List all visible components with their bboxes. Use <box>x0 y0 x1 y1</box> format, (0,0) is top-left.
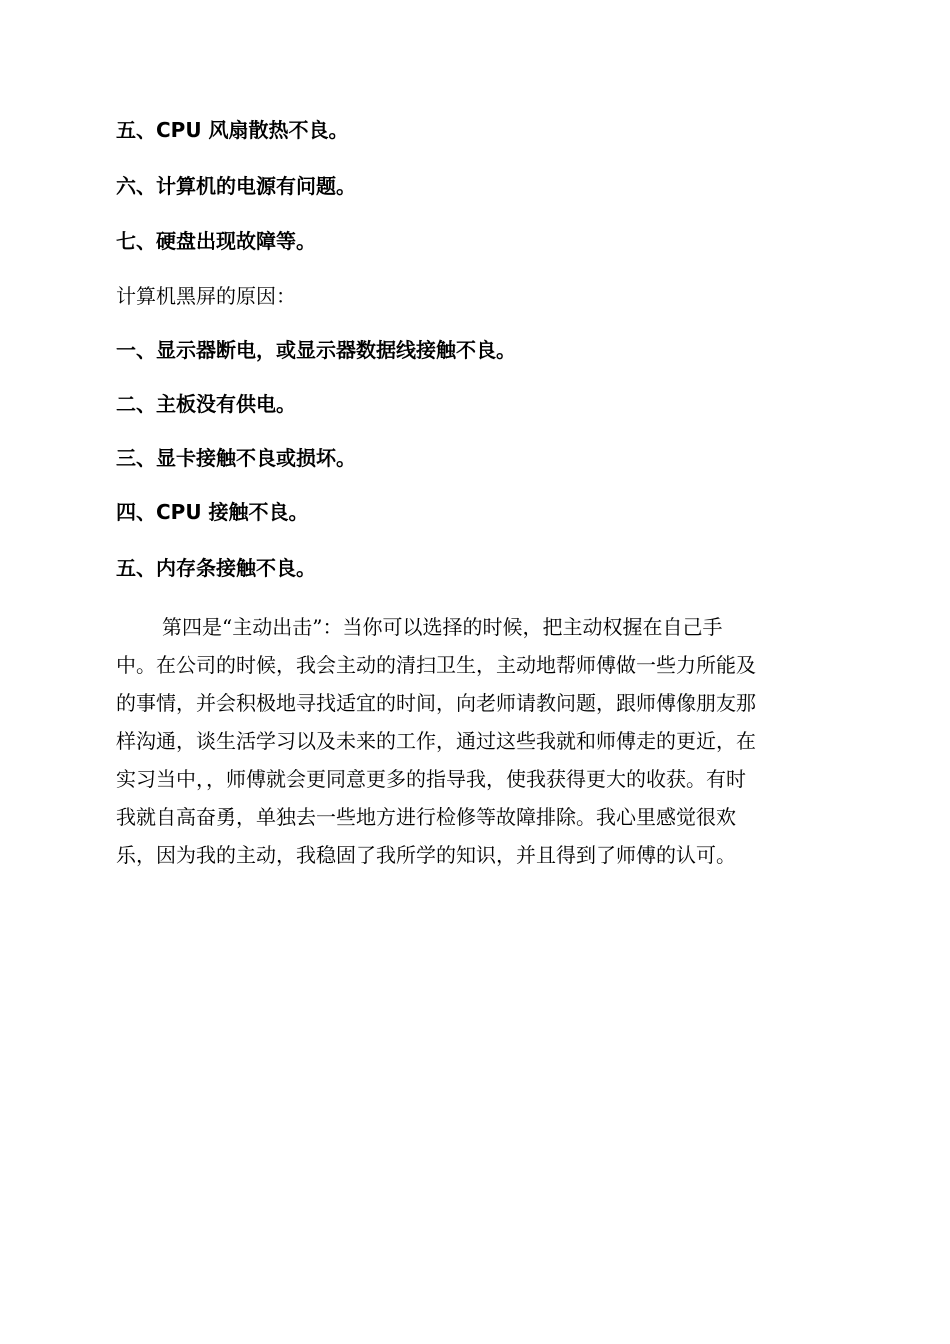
list-item-hard-disk: 七、硬盘出现故障等。 <box>116 229 316 253</box>
body-paragraph <box>116 608 836 874</box>
list-item-memory: 五、内存条接触不良。 <box>116 556 316 580</box>
paragraph-line: 样沟通，谈生活学习以及未来的工作，通过这些我就和师傅走的更近，在 <box>116 729 756 753</box>
paragraph-line: 的事情，并会积极地寻找适宜的时间，向老师请教问题，跟师傅像朋友那 <box>116 691 756 715</box>
list-item-cpu-fan: 五、CPU 风扇散热不良。 <box>116 118 349 142</box>
paragraph-line: 中。在公司的时候，我会主动的清扫卫生，主动地帮师傅做一些力所能及 <box>116 653 756 677</box>
list-item-motherboard: 二、主板没有供电。 <box>116 392 296 416</box>
list-item-monitor: 一、显示器断电，或显示器数据线接触不良。 <box>116 338 516 362</box>
paragraph-line: 第四是“主动出击”：当你可以选择的时候，把主动权握在自己手 <box>162 615 723 639</box>
paragraph-line: 实习当中，，师傅就会更同意更多的指导我，使我获得更大的收获。有时 <box>116 767 746 791</box>
section-heading-black-screen: 计算机黑屏的原因： <box>116 284 296 308</box>
list-item-graphics-card: 三、显卡接触不良或损坏。 <box>116 446 356 470</box>
paragraph-line: 乐，因为我的主动，我稳固了我所学的知识，并且得到了师傅的认可。 <box>116 843 736 867</box>
list-item-cpu-contact: 四、CPU 接触不良。 <box>116 500 309 524</box>
paragraph-line: 我就自高奋勇，单独去一些地方进行检修等故障排除。我心里感觉很欢 <box>116 805 736 829</box>
list-item-power-supply: 六、计算机的电源有问题。 <box>116 174 356 198</box>
